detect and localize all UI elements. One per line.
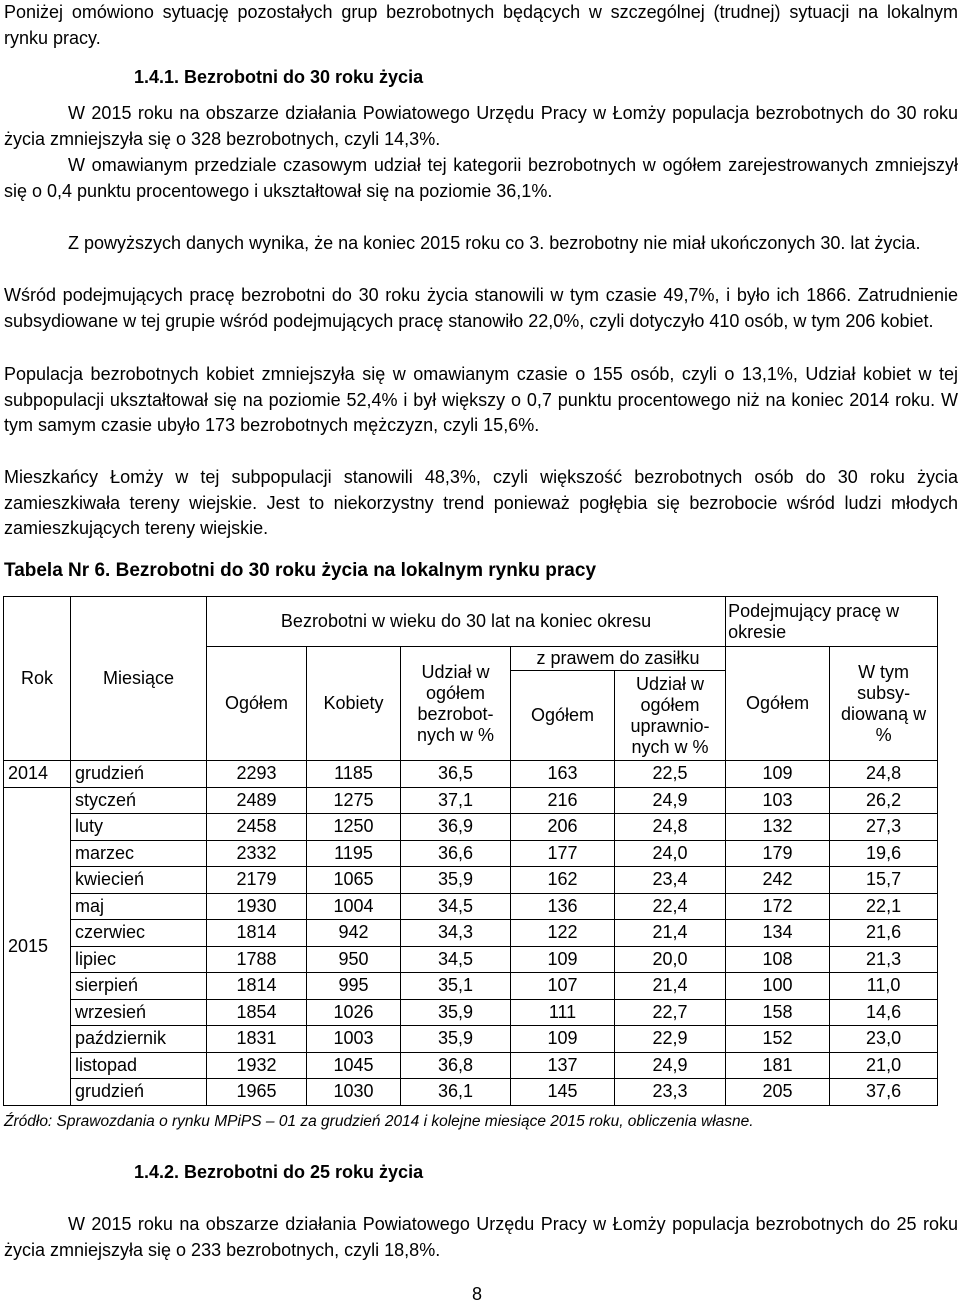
section-heading-1-4-1: 1.4.1. Bezrobotni do 30 roku życia — [134, 67, 424, 87]
section1-paragraph-6: Mieszkańcy Łomży w tej subpopulacji stanowili 48,3%, czyli większość bezrobotnych osób do 30 roku życia zamieszkiwała tereny wiejskie. Jest to niekorzystny trend ponieważ pogłębia się bezrobocie wśród ludzi młodych zamieszkujących tereny wiejskie. — [4, 467, 958, 538]
cell-udzial: 36,5 — [401, 761, 511, 788]
cell-pp-ogolem: 100 — [726, 973, 830, 1000]
cell-month: grudzień — [71, 1079, 207, 1106]
cell-udzial: 36,8 — [401, 1052, 511, 1079]
cell-udzial: 35,9 — [401, 999, 511, 1026]
cell-pp-ogolem: 172 — [726, 893, 830, 920]
cell-zp-ogolem: 122 — [511, 920, 615, 947]
unemployed-under-30-table — [3, 596, 938, 1106]
cell-ogolem: 1788 — [207, 946, 307, 973]
cell-ogolem: 2489 — [207, 787, 307, 814]
cell-month: lipiec — [71, 946, 207, 973]
cell-pp-ogolem: 181 — [726, 1052, 830, 1079]
table-row — [4, 1026, 938, 1053]
header-z-prawem-do-zasilku: z prawem do zasiłku — [511, 647, 726, 671]
cell-month: kwiecień — [71, 867, 207, 894]
intro-paragraph: Poniżej omówiono sytuację pozostałych grup bezrobotnych będących w szczególnej (trudnej) sytuacji na lokalnym rynku pracy. — [4, 2, 958, 48]
cell-pp-subsyd: 22,1 — [830, 893, 938, 920]
table-source-note — [4, 1113, 754, 1131]
header-miesiace: Miesiące — [71, 597, 207, 761]
cell-udzial: 34,5 — [401, 946, 511, 973]
cell-zp-ogolem: 137 — [511, 1052, 615, 1079]
cell-zp-udzial: 22,9 — [615, 1026, 726, 1053]
cell-kobiety: 1185 — [307, 761, 401, 788]
header-kobiety: Kobiety — [307, 647, 401, 761]
cell-pp-ogolem: 108 — [726, 946, 830, 973]
cell-ogolem: 2458 — [207, 814, 307, 841]
cell-udzial: 36,6 — [401, 840, 511, 867]
page-number: 8 — [472, 1284, 483, 1304]
cell-ogolem: 1831 — [207, 1026, 307, 1053]
cell-zp-ogolem: 163 — [511, 761, 615, 788]
cell-zp-ogolem: 162 — [511, 867, 615, 894]
table-row — [4, 840, 938, 867]
cell-zp-udzial: 22,4 — [615, 893, 726, 920]
cell-month: czerwiec — [71, 920, 207, 947]
cell-ogolem: 1965 — [207, 1079, 307, 1106]
cell-kobiety: 1030 — [307, 1079, 401, 1106]
cell-pp-ogolem: 132 — [726, 814, 830, 841]
cell-month: marzec — [71, 840, 207, 867]
cell-zp-udzial: 24,0 — [615, 840, 726, 867]
cell-zp-ogolem: 136 — [511, 893, 615, 920]
header-group-unemployed: Bezrobotni w wieku do 30 lat na koniec okresu — [207, 597, 726, 647]
cell-zp-udzial: 24,8 — [615, 814, 726, 841]
cell-zp-ogolem: 145 — [511, 1079, 615, 1106]
cell-zp-ogolem: 107 — [511, 973, 615, 1000]
cell-pp-ogolem: 103 — [726, 787, 830, 814]
table-caption-label: Tabela Nr 6. — [4, 560, 111, 581]
cell-ogolem: 1814 — [207, 920, 307, 947]
cell-ogolem: 2332 — [207, 840, 307, 867]
cell-pp-subsyd: 21,0 — [830, 1052, 938, 1079]
table-row — [4, 1079, 938, 1106]
cell-ogolem: 1814 — [207, 973, 307, 1000]
cell-zp-udzial: 22,5 — [615, 761, 726, 788]
cell-pp-subsyd: 14,6 — [830, 999, 938, 1026]
cell-month: październik — [71, 1026, 207, 1053]
table-row — [4, 867, 938, 894]
section2-paragraph-1: W 2015 roku na obszarze działania Powiatowego Urzędu Pracy w Łomży populacja bezrobotnych do 25 roku życia zmniejszyła się o 233 bezrobotnych, czyli 18,8%. — [4, 1214, 958, 1260]
table-row — [4, 946, 938, 973]
cell-pp-ogolem: 158 — [726, 999, 830, 1026]
cell-year: 2014 — [4, 761, 71, 788]
cell-pp-ogolem: 242 — [726, 867, 830, 894]
table-caption — [4, 560, 596, 582]
cell-month: maj — [71, 893, 207, 920]
cell-udzial: 35,1 — [401, 973, 511, 1000]
cell-pp-subsyd: 21,6 — [830, 920, 938, 947]
cell-pp-subsyd: 23,0 — [830, 1026, 938, 1053]
section1-paragraph-4: Wśród podejmujących pracę bezrobotni do 30 roku życia stanowili w tym czasie 49,7%, i było ich 1866. Zatrudnienie subsydiowane w tej grupie wśród podejmujących pracę stanowiło 22,0%, czyli dotyczyło 410 osób, w tym 206 kobiet. — [4, 285, 958, 331]
cell-ogolem: 1930 — [207, 893, 307, 920]
cell-udzial: 36,1 — [401, 1079, 511, 1106]
cell-zp-udzial: 20,0 — [615, 946, 726, 973]
table-row — [4, 787, 938, 814]
cell-kobiety: 1026 — [307, 999, 401, 1026]
cell-pp-subsyd: 21,3 — [830, 946, 938, 973]
cell-month: wrzesień — [71, 999, 207, 1026]
cell-pp-subsyd: 11,0 — [830, 973, 938, 1000]
cell-kobiety: 950 — [307, 946, 401, 973]
header-pp-ogolem: Ogółem — [726, 647, 830, 761]
cell-pp-subsyd: 15,7 — [830, 867, 938, 894]
section1-paragraph-3: Z powyższych danych wynika, że na koniec 2015 roku co 3. bezrobotny nie miał ukończonych 30. lat życia. — [68, 233, 921, 253]
cell-udzial: 35,9 — [401, 1026, 511, 1053]
cell-pp-subsyd: 27,3 — [830, 814, 938, 841]
cell-month: luty — [71, 814, 207, 841]
cell-month: listopad — [71, 1052, 207, 1079]
header-rok: Rok — [4, 597, 71, 761]
cell-zp-udzial: 23,3 — [615, 1079, 726, 1106]
cell-udzial: 34,3 — [401, 920, 511, 947]
cell-zp-ogolem: 109 — [511, 946, 615, 973]
cell-zp-udzial: 21,4 — [615, 920, 726, 947]
table-caption-title: Bezrobotni do 30 roku życia na lokalnym rynku pracy — [115, 560, 597, 581]
cell-zp-udzial: 24,9 — [615, 1052, 726, 1079]
cell-zp-ogolem: 177 — [511, 840, 615, 867]
cell-udzial: 34,5 — [401, 893, 511, 920]
cell-ogolem: 2293 — [207, 761, 307, 788]
cell-year: 2015 — [4, 787, 71, 1105]
cell-zp-udzial: 21,4 — [615, 973, 726, 1000]
header-group-employment: Podejmujący pracę w okresie — [726, 597, 938, 647]
cell-pp-ogolem: 134 — [726, 920, 830, 947]
section1-paragraph-1: W 2015 roku na obszarze działania Powiatowego Urzędu Pracy w Łomży populacja bezrobotnych do 30 roku życia zmniejszyła się o 328 bezrobotnych, czyli 14,3%. — [4, 103, 958, 149]
section1-paragraph-2: W omawianym przedziale czasowym udział tej kategorii bezrobotnych w ogółem zarejestrowanych zmniejszył się o 0,4 punktu procentowego i ukształtował się na poziomie 36,1%. — [4, 155, 958, 201]
cell-zp-udzial: 23,4 — [615, 867, 726, 894]
section-heading-1-4-2: 1.4.2. Bezrobotni do 25 roku życia — [134, 1162, 424, 1182]
table-row — [4, 1052, 938, 1079]
cell-month: grudzień — [71, 761, 207, 788]
source-label: Źródło: — [4, 1113, 53, 1130]
cell-udzial: 37,1 — [401, 787, 511, 814]
cell-ogolem: 1854 — [207, 999, 307, 1026]
cell-kobiety: 1045 — [307, 1052, 401, 1079]
cell-zp-ogolem: 206 — [511, 814, 615, 841]
cell-zp-ogolem: 111 — [511, 999, 615, 1026]
cell-pp-ogolem: 152 — [726, 1026, 830, 1053]
cell-udzial: 35,9 — [401, 867, 511, 894]
header-pp-subsydiowana: W tym subsy-diowaną w % — [830, 647, 938, 761]
cell-zp-ogolem: 216 — [511, 787, 615, 814]
source-text: Sprawozdania o rynku MPiPS – 01 za grudzień 2014 i kolejne miesiące 2015 roku, obliczenia własne. — [52, 1113, 754, 1130]
cell-pp-subsyd: 24,8 — [830, 761, 938, 788]
cell-month: styczeń — [71, 787, 207, 814]
cell-kobiety: 1004 — [307, 893, 401, 920]
cell-kobiety: 1003 — [307, 1026, 401, 1053]
cell-ogolem: 2179 — [207, 867, 307, 894]
cell-kobiety: 1250 — [307, 814, 401, 841]
table-row — [4, 999, 938, 1026]
cell-pp-subsyd: 19,6 — [830, 840, 938, 867]
cell-pp-ogolem: 109 — [726, 761, 830, 788]
cell-pp-subsyd: 37,6 — [830, 1079, 938, 1106]
table-row — [4, 920, 938, 947]
cell-zp-udzial: 24,9 — [615, 787, 726, 814]
header-udzial-ogolem: Udział w ogółem bezrobot-nych w % — [401, 647, 511, 761]
cell-kobiety: 1275 — [307, 787, 401, 814]
cell-zp-ogolem: 109 — [511, 1026, 615, 1053]
cell-kobiety: 1065 — [307, 867, 401, 894]
header-zp-ogolem: Ogółem — [511, 671, 615, 761]
cell-ogolem: 1932 — [207, 1052, 307, 1079]
table-row — [4, 893, 938, 920]
cell-udzial: 36,9 — [401, 814, 511, 841]
table-row — [4, 761, 938, 788]
header-zp-udzial: Udział w ogółem uprawnio-nych w % — [615, 671, 726, 761]
cell-pp-ogolem: 205 — [726, 1079, 830, 1106]
table-row — [4, 973, 938, 1000]
section1-paragraph-5: Populacja bezrobotnych kobiet zmniejszyła się w omawianym czasie o 155 osób, czyli o 13,1%, Udział kobiet w tej subpopulacji ukształtował się na poziomie 52,4% i był większy o 0,7 punktu procentowego niż na koniec 2014 roku. W tym samym czasie ubyło 173 bezrobotnych mężczyzn, czyli 15,6%. — [4, 364, 958, 435]
cell-pp-subsyd: 26,2 — [830, 787, 938, 814]
cell-month: sierpień — [71, 973, 207, 1000]
cell-kobiety: 1195 — [307, 840, 401, 867]
table-row — [4, 814, 938, 841]
header-ogolem: Ogółem — [207, 647, 307, 761]
cell-zp-udzial: 22,7 — [615, 999, 726, 1026]
cell-kobiety: 942 — [307, 920, 401, 947]
cell-pp-ogolem: 179 — [726, 840, 830, 867]
cell-kobiety: 995 — [307, 973, 401, 1000]
